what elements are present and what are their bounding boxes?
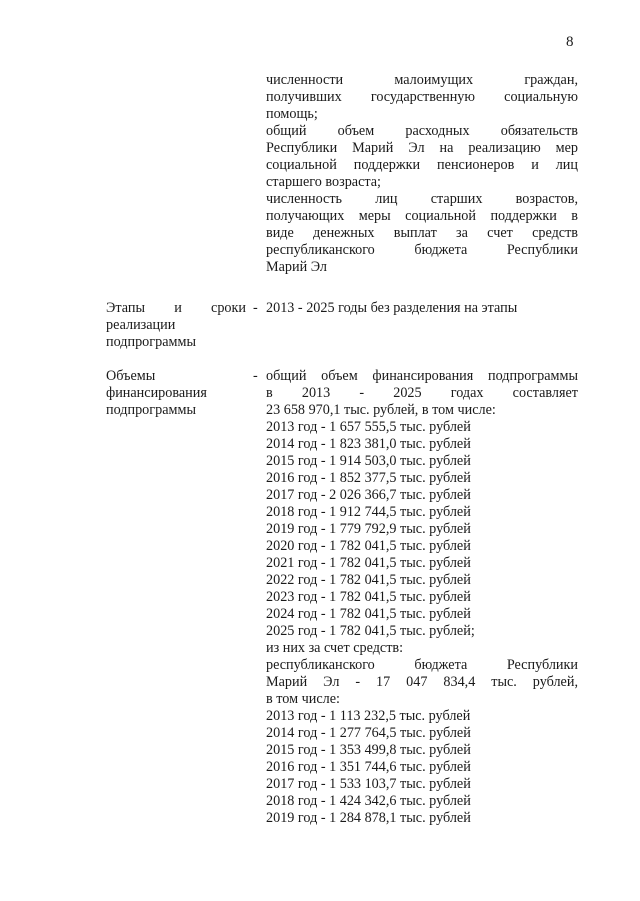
year-line: 2015 год - 1 914 503,0 тыс. рублей xyxy=(266,453,471,469)
label-line: Этапы и сроки xyxy=(106,300,246,316)
stages-dash: - xyxy=(253,300,258,316)
stages-label xyxy=(106,300,246,351)
year-line: 2014 год - 1 823 381,0 тыс. рублей xyxy=(266,436,471,452)
year-line: 2014 год - 1 277 764,5 тыс. рублей xyxy=(266,725,471,741)
year-line: 2019 год - 1 284 878,1 тыс. рублей xyxy=(266,810,471,826)
year-line: 2017 год - 1 533 103,7 тыс. рублей xyxy=(266,776,471,792)
text-line: помощь; xyxy=(266,106,318,122)
indicators-continued xyxy=(266,72,578,276)
text-line: из них за счет средств: xyxy=(266,640,404,656)
year-line: 2017 год - 2 026 366,7 тыс. рублей xyxy=(266,487,471,503)
stages-value xyxy=(266,300,578,317)
text-line: виде денежных выплат за счет средств xyxy=(266,225,578,241)
text-line: старшего возраста; xyxy=(266,174,381,190)
year-line: 2022 год - 1 782 041,5 тыс. рублей xyxy=(266,572,471,588)
year-line: 2018 год - 1 912 744,5 тыс. рублей xyxy=(266,504,471,520)
text-line: Марий Эл - 17 047 834,4 тыс. рублей, xyxy=(266,674,578,690)
year-line: 2021 год - 1 782 041,5 тыс. рублей xyxy=(266,555,471,571)
label-line: реализации xyxy=(106,317,176,333)
text-line: социальной поддержки пенсионеров и лиц xyxy=(266,157,578,173)
year-line: 2015 год - 1 353 499,8 тыс. рублей xyxy=(266,742,471,758)
year-line: 2020 год - 1 782 041,5 тыс. рублей xyxy=(266,538,471,554)
label-line: финансирования xyxy=(106,385,207,401)
page-number: 8 xyxy=(566,34,574,50)
year-line: 2018 год - 1 424 342,6 тыс. рублей xyxy=(266,793,471,809)
text-line: в том числе: xyxy=(266,691,340,707)
text-line: республиканского бюджета Республики xyxy=(266,657,578,673)
funding-label xyxy=(106,368,246,419)
text-line: общий объем расходных обязательств xyxy=(266,123,578,139)
text-line: получающих меры социальной поддержки в xyxy=(266,208,578,224)
year-line: 2025 год - 1 782 041,5 тыс. рублей; xyxy=(266,623,475,639)
funding-dash: - xyxy=(253,368,258,384)
year-line: 2016 год - 1 852 377,5 тыс. рублей xyxy=(266,470,471,486)
text-line: Марий Эл xyxy=(266,259,327,275)
year-line: 2016 год - 1 351 744,6 тыс. рублей xyxy=(266,759,471,775)
year-line: 2019 год - 1 779 792,9 тыс. рублей xyxy=(266,521,471,537)
text-line: 2013 - 2025 годы без разделения на этапы xyxy=(266,300,518,316)
text-line: численность лиц старших возрастов, xyxy=(266,191,578,207)
year-line: 2013 год - 1 113 232,5 тыс. рублей xyxy=(266,708,471,724)
text-line: получивших государственную социальную xyxy=(266,89,578,105)
year-line: 2013 год - 1 657 555,5 тыс. рублей xyxy=(266,419,471,435)
label-line: Объемы xyxy=(106,368,156,384)
text-line: в 2013 - 2025 годах составляет xyxy=(266,385,578,401)
funding-value xyxy=(266,368,578,827)
text-line: 23 658 970,1 тыс. рублей, в том числе: xyxy=(266,402,496,418)
label-line: подпрограммы xyxy=(106,402,196,418)
year-line: 2023 год - 1 782 041,5 тыс. рублей xyxy=(266,589,471,605)
label-line: подпрограммы xyxy=(106,334,196,350)
text-line: общий объем финансирования подпрограммы xyxy=(266,368,578,384)
year-line: 2024 год - 1 782 041,5 тыс. рублей xyxy=(266,606,471,622)
text-line: республиканского бюджета Республики xyxy=(266,242,578,258)
text-line: численности малоимущих граждан, xyxy=(266,72,578,88)
text-line: Республики Марий Эл на реализацию мер xyxy=(266,140,578,156)
